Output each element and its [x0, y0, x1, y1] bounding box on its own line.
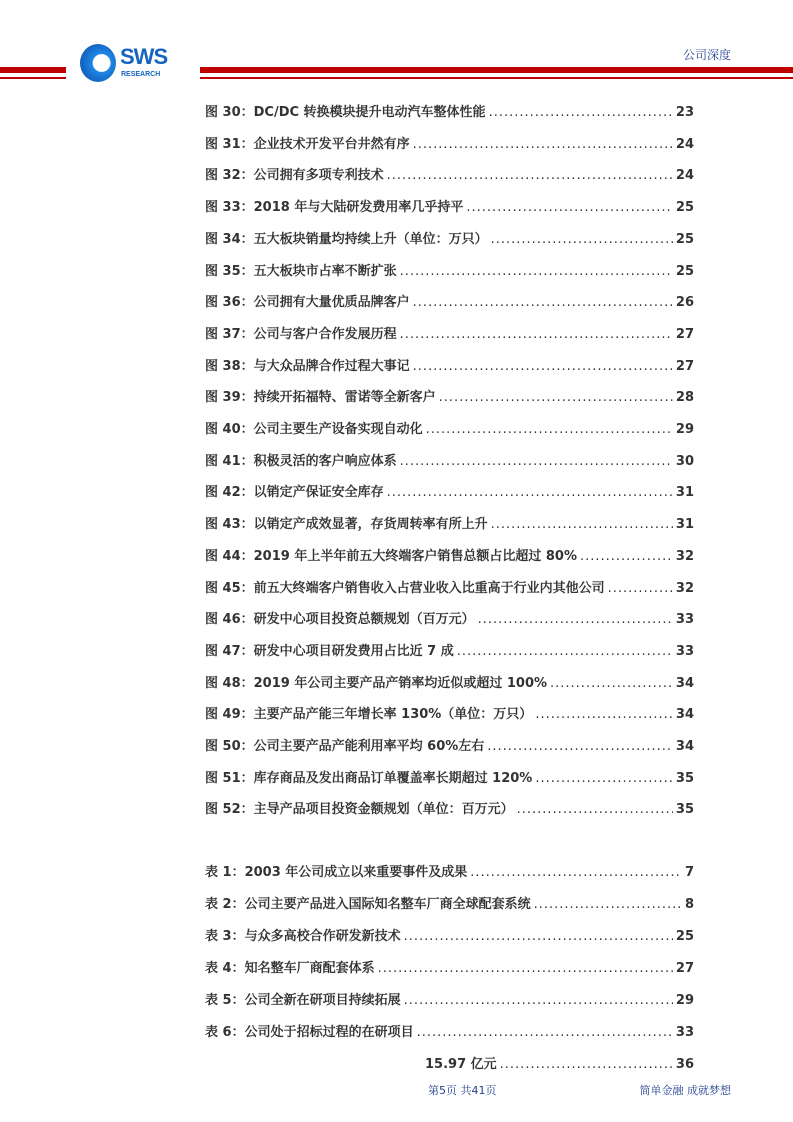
entry-title: 表 3：与众多高校合作研发新技术 — [205, 929, 401, 944]
entry-page: 29 — [675, 422, 694, 437]
entry-page: 8 — [684, 897, 694, 912]
toc-figure-entry[interactable] — [205, 703, 694, 722]
entry-page: 24 — [675, 136, 694, 152]
entry-title: 图 30：DC/DC 转换模块提升电动汽车整体性能 — [205, 105, 486, 120]
toc-figure-entry[interactable] — [205, 355, 694, 374]
entry-title: 图 50：公司主要产品产能利用率平均 60%左右 — [205, 739, 485, 754]
header-rule — [200, 67, 793, 73]
leader-dots — [491, 232, 673, 247]
logo-subtext: RESEARCH — [121, 71, 161, 78]
leader-dots — [457, 644, 673, 659]
entry-title: 图 34：五大板块销量均持续上升（单位：万只） — [205, 231, 488, 247]
leader-dots — [413, 359, 673, 374]
entry-page: 34 — [675, 675, 694, 691]
leader-dots — [489, 105, 673, 120]
leader-dots — [470, 865, 682, 880]
entry-page: 25 — [675, 231, 694, 247]
entry-page: 36 — [675, 1057, 694, 1072]
toc-table-entry[interactable] — [205, 957, 694, 976]
leader-dots — [608, 581, 673, 596]
toc-figure-entry[interactable] — [205, 545, 694, 564]
toc-figure-entry[interactable] — [205, 386, 694, 405]
toc-figure-entry[interactable] — [205, 291, 694, 310]
entry-title: 表 4：知名整车厂商配套体系 — [205, 961, 375, 976]
leader-dots — [413, 137, 673, 152]
entry-title: 图 42：以销定产保证安全库存 — [205, 485, 384, 501]
leader-dots — [439, 390, 673, 405]
leader-dots — [400, 264, 673, 279]
entry-page: 25 — [675, 263, 694, 279]
page-number: 第5页 共41页 — [428, 1084, 497, 1097]
entry-page: 32 — [675, 548, 694, 564]
entry-title: 15.97 亿元 — [425, 1057, 497, 1072]
entry-page: 34 — [675, 739, 694, 754]
entry-title: 图 35：五大板块市占率不断扩张 — [205, 263, 397, 279]
entry-title: 图 48：2019 年公司主要产品产销率均近似或超过 100% — [205, 675, 548, 691]
entry-page: 26 — [675, 295, 694, 311]
entry-page: 23 — [675, 105, 694, 120]
entry-title: 表 2：公司主要产品进入国际知名整车厂商全球配套系统 — [205, 897, 531, 912]
entry-page: 31 — [675, 517, 694, 533]
entry-title: 表 6：公司处于招标过程的在研项目 — [205, 1025, 414, 1040]
entry-page: 32 — [675, 580, 694, 596]
entry-page: 34 — [675, 707, 694, 723]
entry-title: 图 41：积极灵活的客户响应体系 — [205, 453, 397, 469]
toc-figure-entry[interactable] — [205, 450, 694, 469]
entry-title: 图 51：库存商品及发出商品订单覆盖率长期超过 120% — [205, 770, 533, 786]
leader-dots — [400, 454, 673, 469]
toc-figure-entry[interactable] — [205, 513, 694, 532]
toc-figure-entry[interactable] — [205, 608, 694, 627]
entry-page: 33 — [675, 612, 694, 628]
entry-page: 28 — [675, 390, 694, 406]
entry-page: 29 — [675, 993, 694, 1008]
leader-dots — [500, 1057, 673, 1072]
leader-dots — [413, 295, 673, 310]
entry-page: 25 — [675, 200, 694, 216]
entry-page: 25 — [675, 929, 694, 944]
toc-figure-entry[interactable] — [205, 640, 694, 659]
toc-figure-entry[interactable] — [205, 577, 694, 596]
entry-title: 图 32：公司拥有多项专利技术 — [205, 168, 384, 184]
toc-table-entry[interactable] — [205, 893, 694, 912]
entry-title: 图 38：与大众品牌合作过程大事记 — [205, 358, 410, 374]
entry-title: 图 43：以销定产成效显著，存货周转率有所上升 — [205, 517, 488, 533]
leader-dots — [426, 422, 673, 437]
toc-figure-entry[interactable] — [205, 672, 694, 691]
entry-title: 表 1：2003 年公司成立以来重要事件及成果 — [205, 865, 468, 880]
leader-dots — [404, 993, 673, 1008]
entry-title: 图 31：企业技术开发平台井然有序 — [205, 136, 410, 152]
toc-figure-entry[interactable] — [205, 196, 694, 215]
toc-figure-entry[interactable] — [205, 101, 694, 120]
entry-title: 图 44：2019 年上半年前五大终端客户销售总额占比超过 80% — [205, 548, 577, 564]
leader-dots — [487, 739, 673, 754]
header-rule-left-thin — [0, 77, 66, 79]
leader-dots — [478, 612, 673, 627]
leader-dots — [517, 802, 673, 817]
leader-dots — [387, 168, 673, 183]
toc-table-entry[interactable] — [205, 1021, 694, 1040]
entry-page: 7 — [684, 865, 694, 880]
footer-slogan: 简单金融 成就梦想 — [639, 1084, 731, 1097]
logo-emblem-icon — [80, 44, 116, 82]
leader-dots — [491, 517, 673, 532]
entry-title: 图 37：公司与客户合作发展历程 — [205, 326, 397, 342]
toc-figure-entry[interactable] — [205, 735, 694, 754]
leader-dots — [466, 200, 673, 215]
leader-dots — [550, 676, 673, 691]
toc-table-entry[interactable] — [205, 861, 694, 880]
entry-page: 35 — [675, 770, 694, 786]
toc-figure-entry[interactable] — [205, 767, 694, 786]
toc-table-entry[interactable] — [425, 1053, 694, 1072]
leader-dots — [580, 549, 673, 564]
toc-figure-entry[interactable] — [205, 481, 694, 500]
entry-page: 35 — [675, 802, 694, 818]
header-title: 公司深度 — [682, 48, 731, 62]
entry-title: 图 36：公司拥有大量优质品牌客户 — [205, 295, 410, 311]
entry-page: 33 — [675, 1025, 694, 1040]
leader-dots — [404, 929, 673, 944]
entry-title: 图 46：研发中心项目投资总额规划（百万元） — [205, 612, 475, 628]
toc-figure-entry[interactable] — [205, 260, 694, 279]
toc-figure-entry[interactable] — [205, 323, 694, 342]
leader-dots — [417, 1025, 673, 1040]
entry-title: 表 5：公司全新在研项目持续拓展 — [205, 993, 401, 1008]
toc-figure-entry[interactable] — [205, 133, 694, 152]
toc-table-entry[interactable] — [205, 925, 694, 944]
leader-dots — [535, 707, 673, 722]
leader-dots — [535, 771, 673, 786]
leader-dots — [534, 897, 682, 912]
toc-figure-entry[interactable] — [205, 418, 694, 437]
entry-page: 33 — [675, 643, 694, 659]
header-rule-thin — [200, 77, 793, 79]
entry-title: 图 33：2018 年与大陆研发费用率几乎持平 — [205, 200, 464, 216]
toc-figure-entry[interactable] — [205, 164, 694, 183]
sws-logo — [80, 44, 190, 84]
leader-dots — [378, 961, 673, 976]
entry-page: 27 — [675, 326, 694, 342]
toc-figure-entry[interactable] — [205, 228, 694, 247]
entry-title: 图 52：主导产品项目投资金额规划（单位：百万元） — [205, 802, 514, 818]
leader-dots — [400, 327, 673, 342]
entry-page: 27 — [675, 358, 694, 374]
logo-text: SWS — [120, 44, 168, 69]
entry-page: 27 — [675, 961, 694, 976]
leader-dots — [387, 485, 673, 500]
entry-title: 图 45：前五大终端客户销售收入占营业收入比重高于行业内其他公司 — [205, 580, 605, 596]
toc-table-entry[interactable] — [205, 989, 694, 1008]
entry-page: 24 — [675, 168, 694, 184]
entry-title: 图 47：研发中心项目研发费用占比近 7 成 — [205, 643, 454, 659]
entry-page: 31 — [675, 485, 694, 501]
entry-title: 图 49：主要产品产能三年增长率 130%（单位：万只） — [205, 707, 533, 723]
entry-title: 图 40：公司主要生产设备实现自动化 — [205, 422, 423, 437]
entry-title: 图 39：持续开拓福特、雷诺等全新客户 — [205, 390, 436, 406]
header-rule-left — [0, 67, 66, 73]
entry-page: 30 — [675, 453, 694, 469]
toc-figure-entry[interactable] — [205, 798, 694, 817]
